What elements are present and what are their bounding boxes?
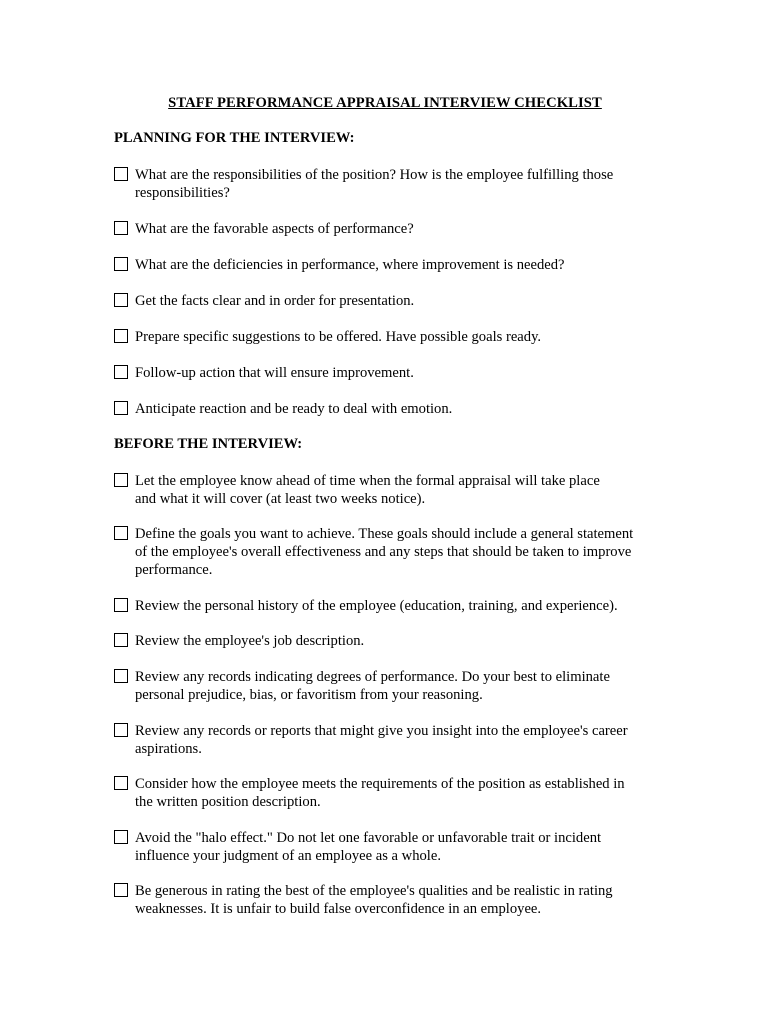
checklist-item-text: What are the deficiencies in performance, where improvement is needed? (135, 257, 565, 273)
checkbox[interactable] (114, 723, 128, 737)
checklist-item (114, 472, 674, 508)
checklist-item-text: Define the goals you want to achieve. These goals should include a general statement of the employee's overall effectiveness and any steps that should be taken to improve performance. (135, 526, 634, 578)
checklist-item (114, 256, 674, 274)
checkbox[interactable] (114, 365, 128, 379)
checklist-item (114, 292, 674, 310)
checklist-item (114, 829, 674, 865)
checklist-item-text: Anticipate reaction and be ready to deal with emotion. (135, 401, 453, 417)
document-title: STAFF PERFORMANCE APPRAISAL INTERVIEW CHECKLIST (168, 95, 602, 111)
checkbox[interactable] (114, 257, 128, 271)
checklist-item (114, 166, 674, 202)
checklist-item (114, 597, 674, 615)
checkbox[interactable] (114, 473, 128, 487)
checkbox[interactable] (114, 329, 128, 343)
checkbox[interactable] (114, 830, 128, 844)
checklist-item (114, 328, 674, 346)
checklist-item-text: What are the responsibilities of the position? How is the employee fulfilling those responsibilities? (135, 167, 614, 201)
checkbox[interactable] (114, 776, 128, 790)
checklist-item (114, 525, 674, 579)
checklist-item (114, 775, 674, 811)
checkbox[interactable] (114, 598, 128, 612)
checklist-item (114, 364, 674, 382)
checkbox[interactable] (114, 669, 128, 683)
checkbox[interactable] (114, 401, 128, 415)
checklist-item-text: Review the employee's job description. (135, 633, 365, 649)
checklist-item-text: Avoid the "halo effect." Do not let one favorable or unfavorable trait or incident influence your judgment of an employee as a whole. (135, 830, 602, 864)
checklist-item (114, 668, 674, 704)
checklist-item-text: Be generous in rating the best of the employee's qualities and be realistic in rating weaknesses. It is unfair to build false overconfidence in an employee. (135, 883, 613, 917)
checklist-item-text: Get the facts clear and in order for presentation. (135, 293, 415, 309)
checkbox[interactable] (114, 167, 128, 181)
checklist-item-text: Review the personal history of the employee (education, training, and experience). (135, 598, 618, 614)
checkbox[interactable] (114, 883, 128, 897)
checklist-item-text: Prepare specific suggestions to be offered. Have possible goals ready. (135, 329, 542, 345)
checklist-item (114, 220, 674, 238)
checkbox[interactable] (114, 633, 128, 647)
checkbox[interactable] (114, 221, 128, 235)
checklist-item-text: Review any records or reports that might give you insight into the employee's career aspirations. (135, 723, 628, 757)
checklist-item-text: Review any records indicating degrees of performance. Do your best to eliminate personal prejudice, bias, or favoritism from your reasoning. (135, 669, 610, 703)
checklist-item (114, 722, 674, 758)
checklist-item-text: What are the favorable aspects of performance? (135, 221, 414, 237)
section-heading-planning: PLANNING FOR THE INTERVIEW: (114, 130, 355, 146)
checklist-item (114, 882, 674, 918)
checklist-item (114, 400, 674, 418)
section-heading-before: BEFORE THE INTERVIEW: (114, 436, 303, 452)
checkbox[interactable] (114, 526, 128, 540)
checklist-item-text: Let the employee know ahead of time when the formal appraisal will take place and what it will cover (at least two weeks notice). (135, 473, 600, 507)
checklist-item (114, 632, 674, 650)
checklist-item-text: Follow-up action that will ensure improvement. (135, 365, 414, 381)
checkbox[interactable] (114, 293, 128, 307)
checklist-item-text: Consider how the employee meets the requirements of the position as established in the written position description. (135, 776, 625, 810)
